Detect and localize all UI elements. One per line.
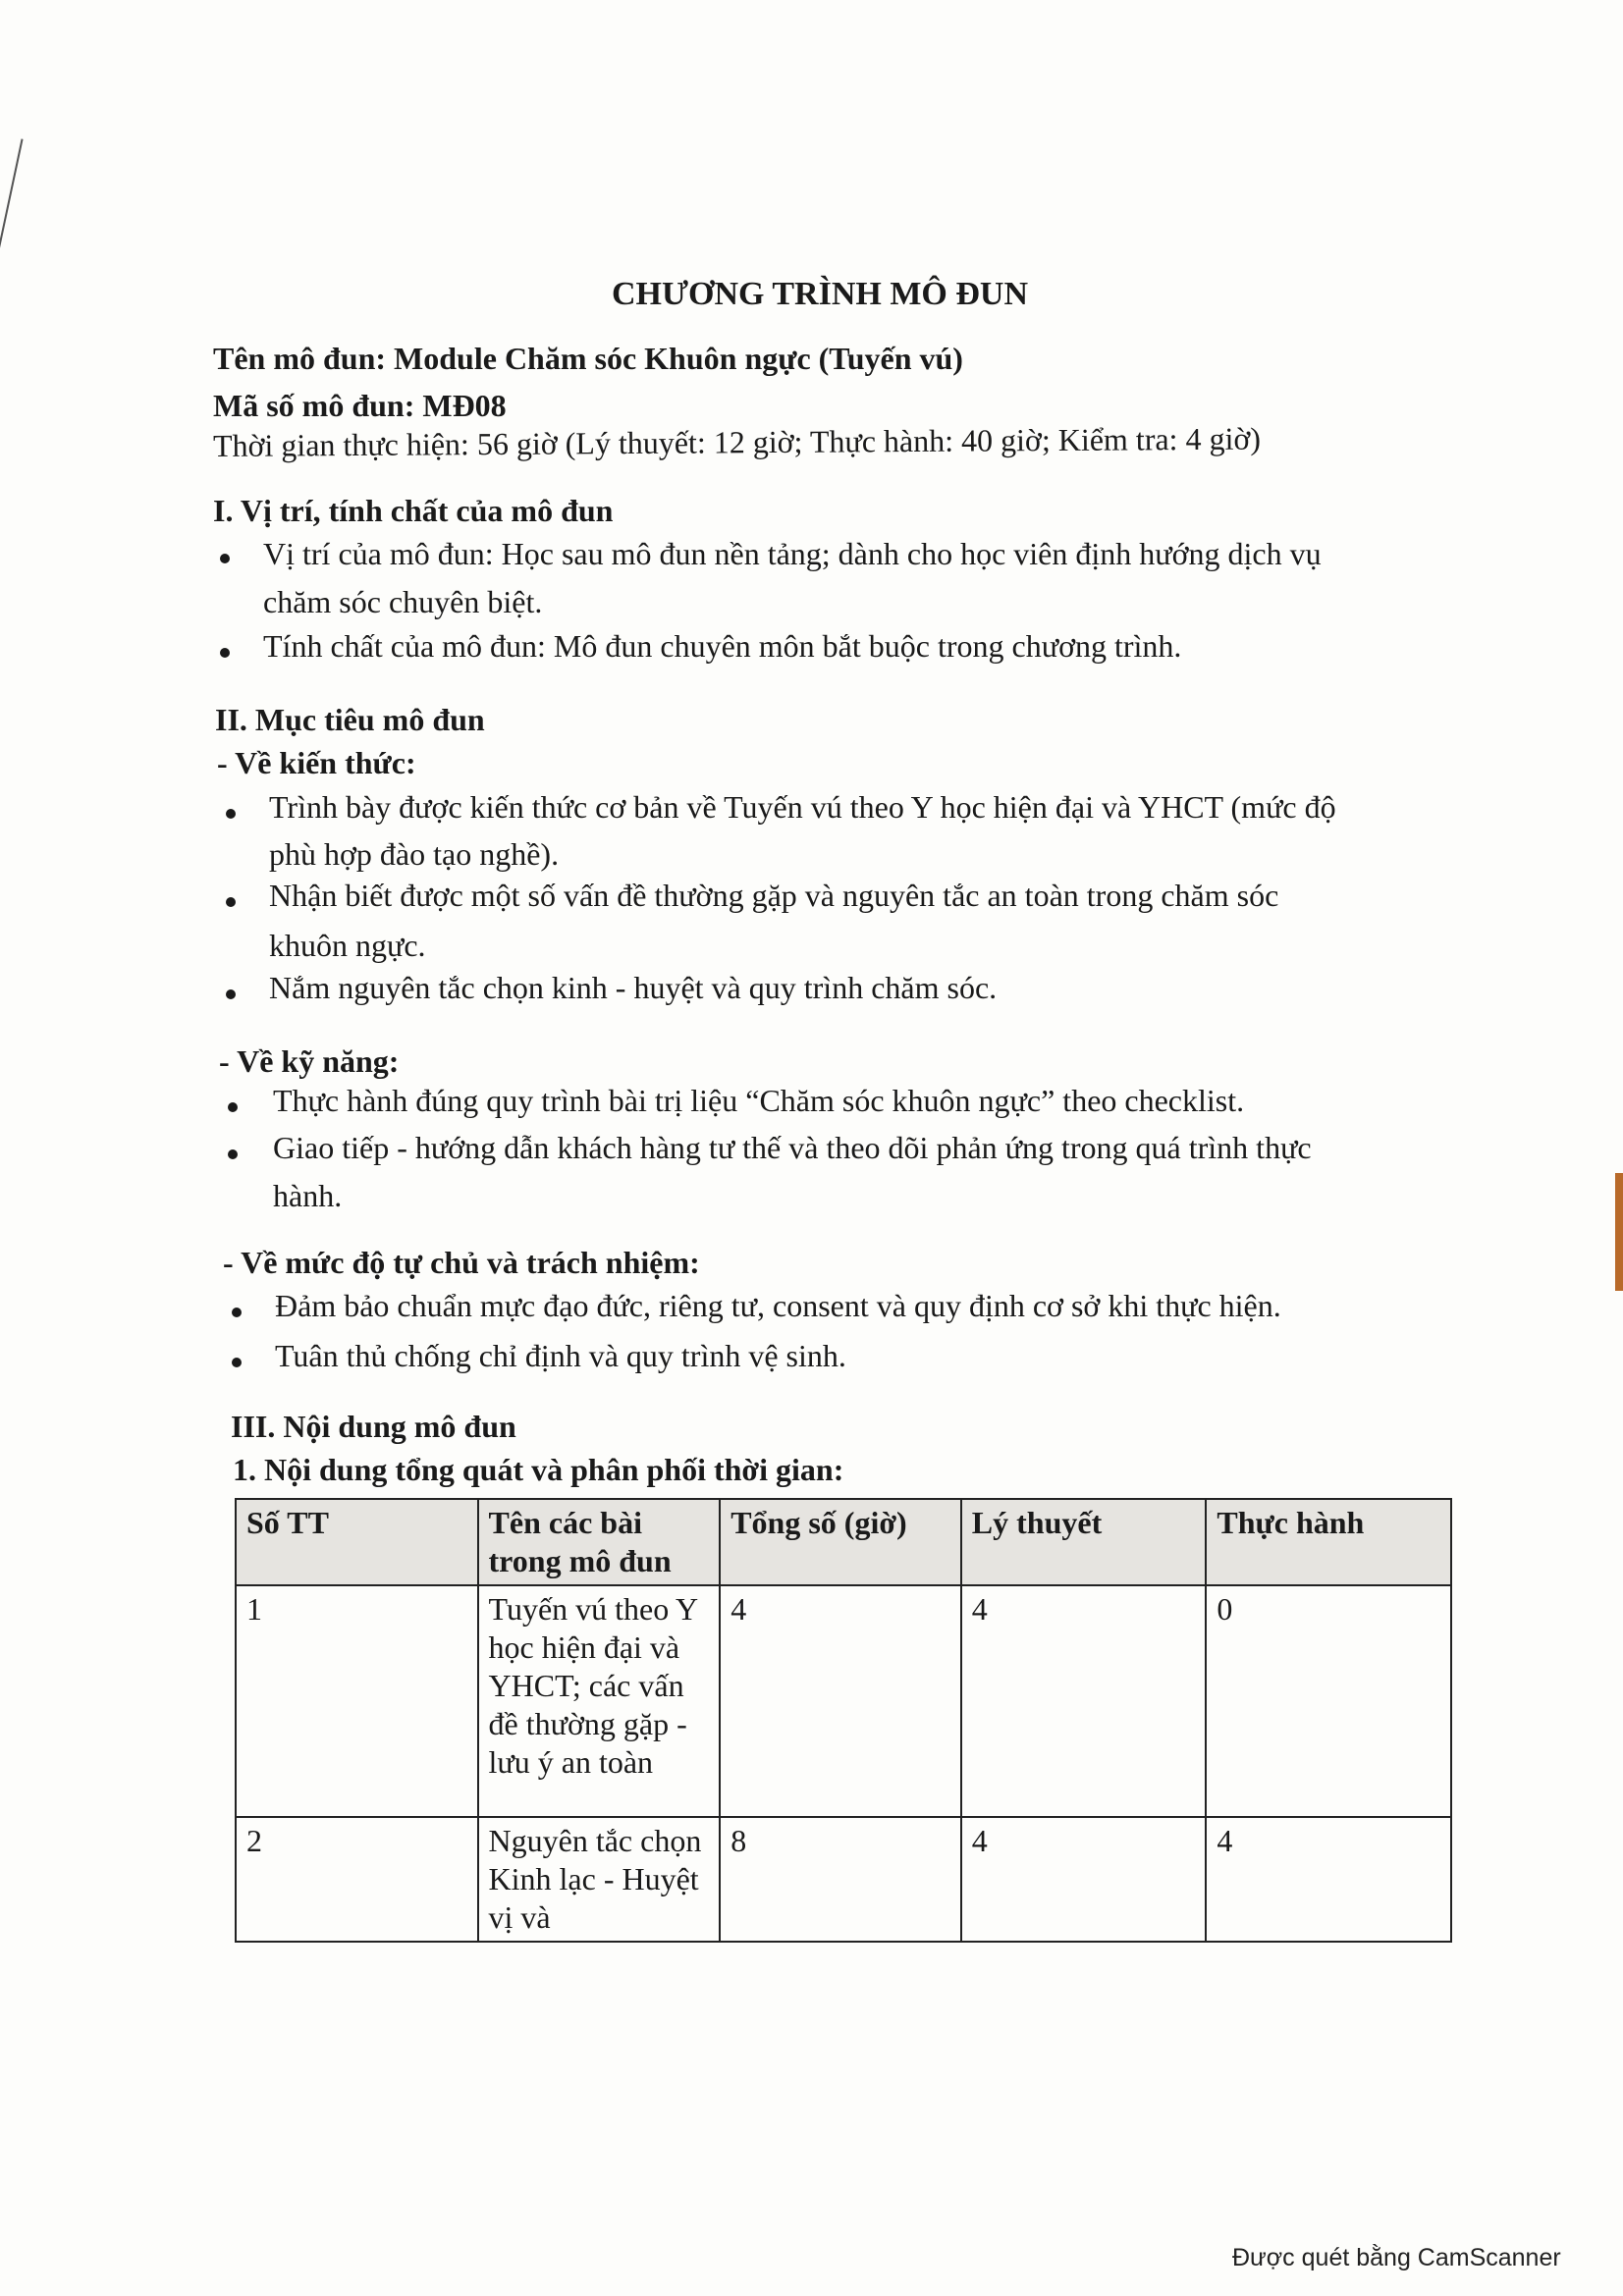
document-title: CHƯƠNG TRÌNH MÔ ĐUN	[611, 276, 1029, 312]
bullet-icon	[220, 648, 230, 658]
bullet-icon	[226, 809, 236, 819]
bullet-text: Giao tiếp - hướng dẫn khách hàng tư thế và theo dõi phản ứng trong quá trình thực	[273, 1130, 1312, 1165]
bullet-text: Nhận biết được một số vấn đề thường gặp và nguyên tắc an toàn trong chăm sóc	[269, 878, 1279, 913]
bullet-icon	[226, 897, 236, 907]
scan-edge-mark	[1615, 1173, 1623, 1291]
header-cell: Số TT	[236, 1499, 478, 1585]
scanner-watermark: Được quét bằng CamScanner	[1232, 2244, 1561, 2271]
section2-heading: II. Mục tiêu mô đun	[215, 702, 485, 737]
knowledge-heading: - Về kiến thức:	[217, 745, 416, 780]
bullet-icon	[220, 554, 230, 563]
bullet-text: Trình bày được kiến thức cơ bản về Tuyến vú theo Y học hiện đại và YHCT (mức độ	[269, 789, 1336, 825]
skills-heading: - Về kỹ năng:	[219, 1043, 400, 1079]
bullet-text: Nắm nguyên tắc chọn kinh - huyệt và quy trình chăm sóc.	[269, 970, 998, 1005]
bullet-icon	[226, 989, 236, 999]
header-cell: Tổng số (giờ)	[720, 1499, 961, 1585]
bullet-text: chăm sóc chuyên biệt.	[263, 584, 543, 619]
bullet-icon	[232, 1358, 242, 1367]
module-duration: Thời gian thực hiện: 56 giờ (Lý thuyết: 12 giờ; Thực hành: 40 giờ; Kiểm tra: 4 giờ)	[212, 420, 1262, 463]
table-cell: 0	[1206, 1585, 1451, 1817]
table-row	[236, 1817, 1451, 1942]
header-cell: Thực hành	[1206, 1499, 1451, 1585]
module-code: Mã số mô đun: MĐ08	[213, 388, 507, 423]
section3-heading: III. Nội dung mô đun	[231, 1409, 516, 1444]
header-cell: Tên các bài trong mô đun	[478, 1499, 721, 1585]
table-cell: 4	[961, 1817, 1207, 1942]
table-cell: 4	[720, 1585, 961, 1817]
scan-edge-shadow	[0, 138, 24, 283]
table-header-row	[236, 1499, 1451, 1585]
table-cell: 8	[720, 1817, 961, 1942]
bullet-text: phù hợp đào tạo nghề).	[269, 836, 560, 872]
table-cell: 1	[236, 1585, 478, 1817]
section1-heading: I. Vị trí, tính chất của mô đun	[213, 493, 614, 528]
bullet-text: Thực hành đúng quy trình bài trị liệu “Chăm sóc khuôn ngực” theo checklist.	[273, 1083, 1245, 1118]
bullet-icon	[228, 1149, 238, 1159]
time-distribution-table	[235, 1498, 1452, 1943]
bullet-text: Vị trí của mô đun: Học sau mô đun nền tảng; dành cho học viên định hướng dịch vụ	[263, 536, 1322, 571]
bullet-text: Đảm bảo chuẩn mực đạo đức, riêng tư, consent và quy định cơ sở khi thực hiện.	[275, 1288, 1281, 1323]
module-name: Tên mô đun: Module Chăm sóc Khuôn ngực (Tuyến vú)	[213, 341, 963, 376]
bullet-icon	[228, 1102, 238, 1112]
bullet-text: khuôn ngực.	[269, 928, 426, 963]
table-row	[236, 1585, 1451, 1817]
header-cell: Lý thuyết	[961, 1499, 1207, 1585]
bullet-text: Tính chất của mô đun: Mô đun chuyên môn bắt buộc trong chương trình.	[263, 628, 1182, 664]
bullet-text: Tuân thủ chống chỉ định và quy trình vệ sinh.	[275, 1338, 846, 1373]
table-cell: 4	[1206, 1817, 1451, 1942]
table-cell: 4	[961, 1585, 1207, 1817]
table-cell: Nguyên tắc chọn Kinh lạc - Huyệt vị và	[478, 1817, 721, 1942]
bullet-icon	[232, 1308, 242, 1317]
table-cell: Tuyến vú theo Y học hiện đại và YHCT; các vấn đề thường gặp - lưu ý an toàn	[478, 1585, 721, 1817]
table-cell: 2	[236, 1817, 478, 1942]
section3-sub1: 1. Nội dung tổng quát và phân phối thời gian:	[233, 1452, 844, 1487]
bullet-text: hành.	[273, 1178, 343, 1213]
autonomy-heading: - Về mức độ tự chủ và trách nhiệm:	[223, 1245, 700, 1280]
